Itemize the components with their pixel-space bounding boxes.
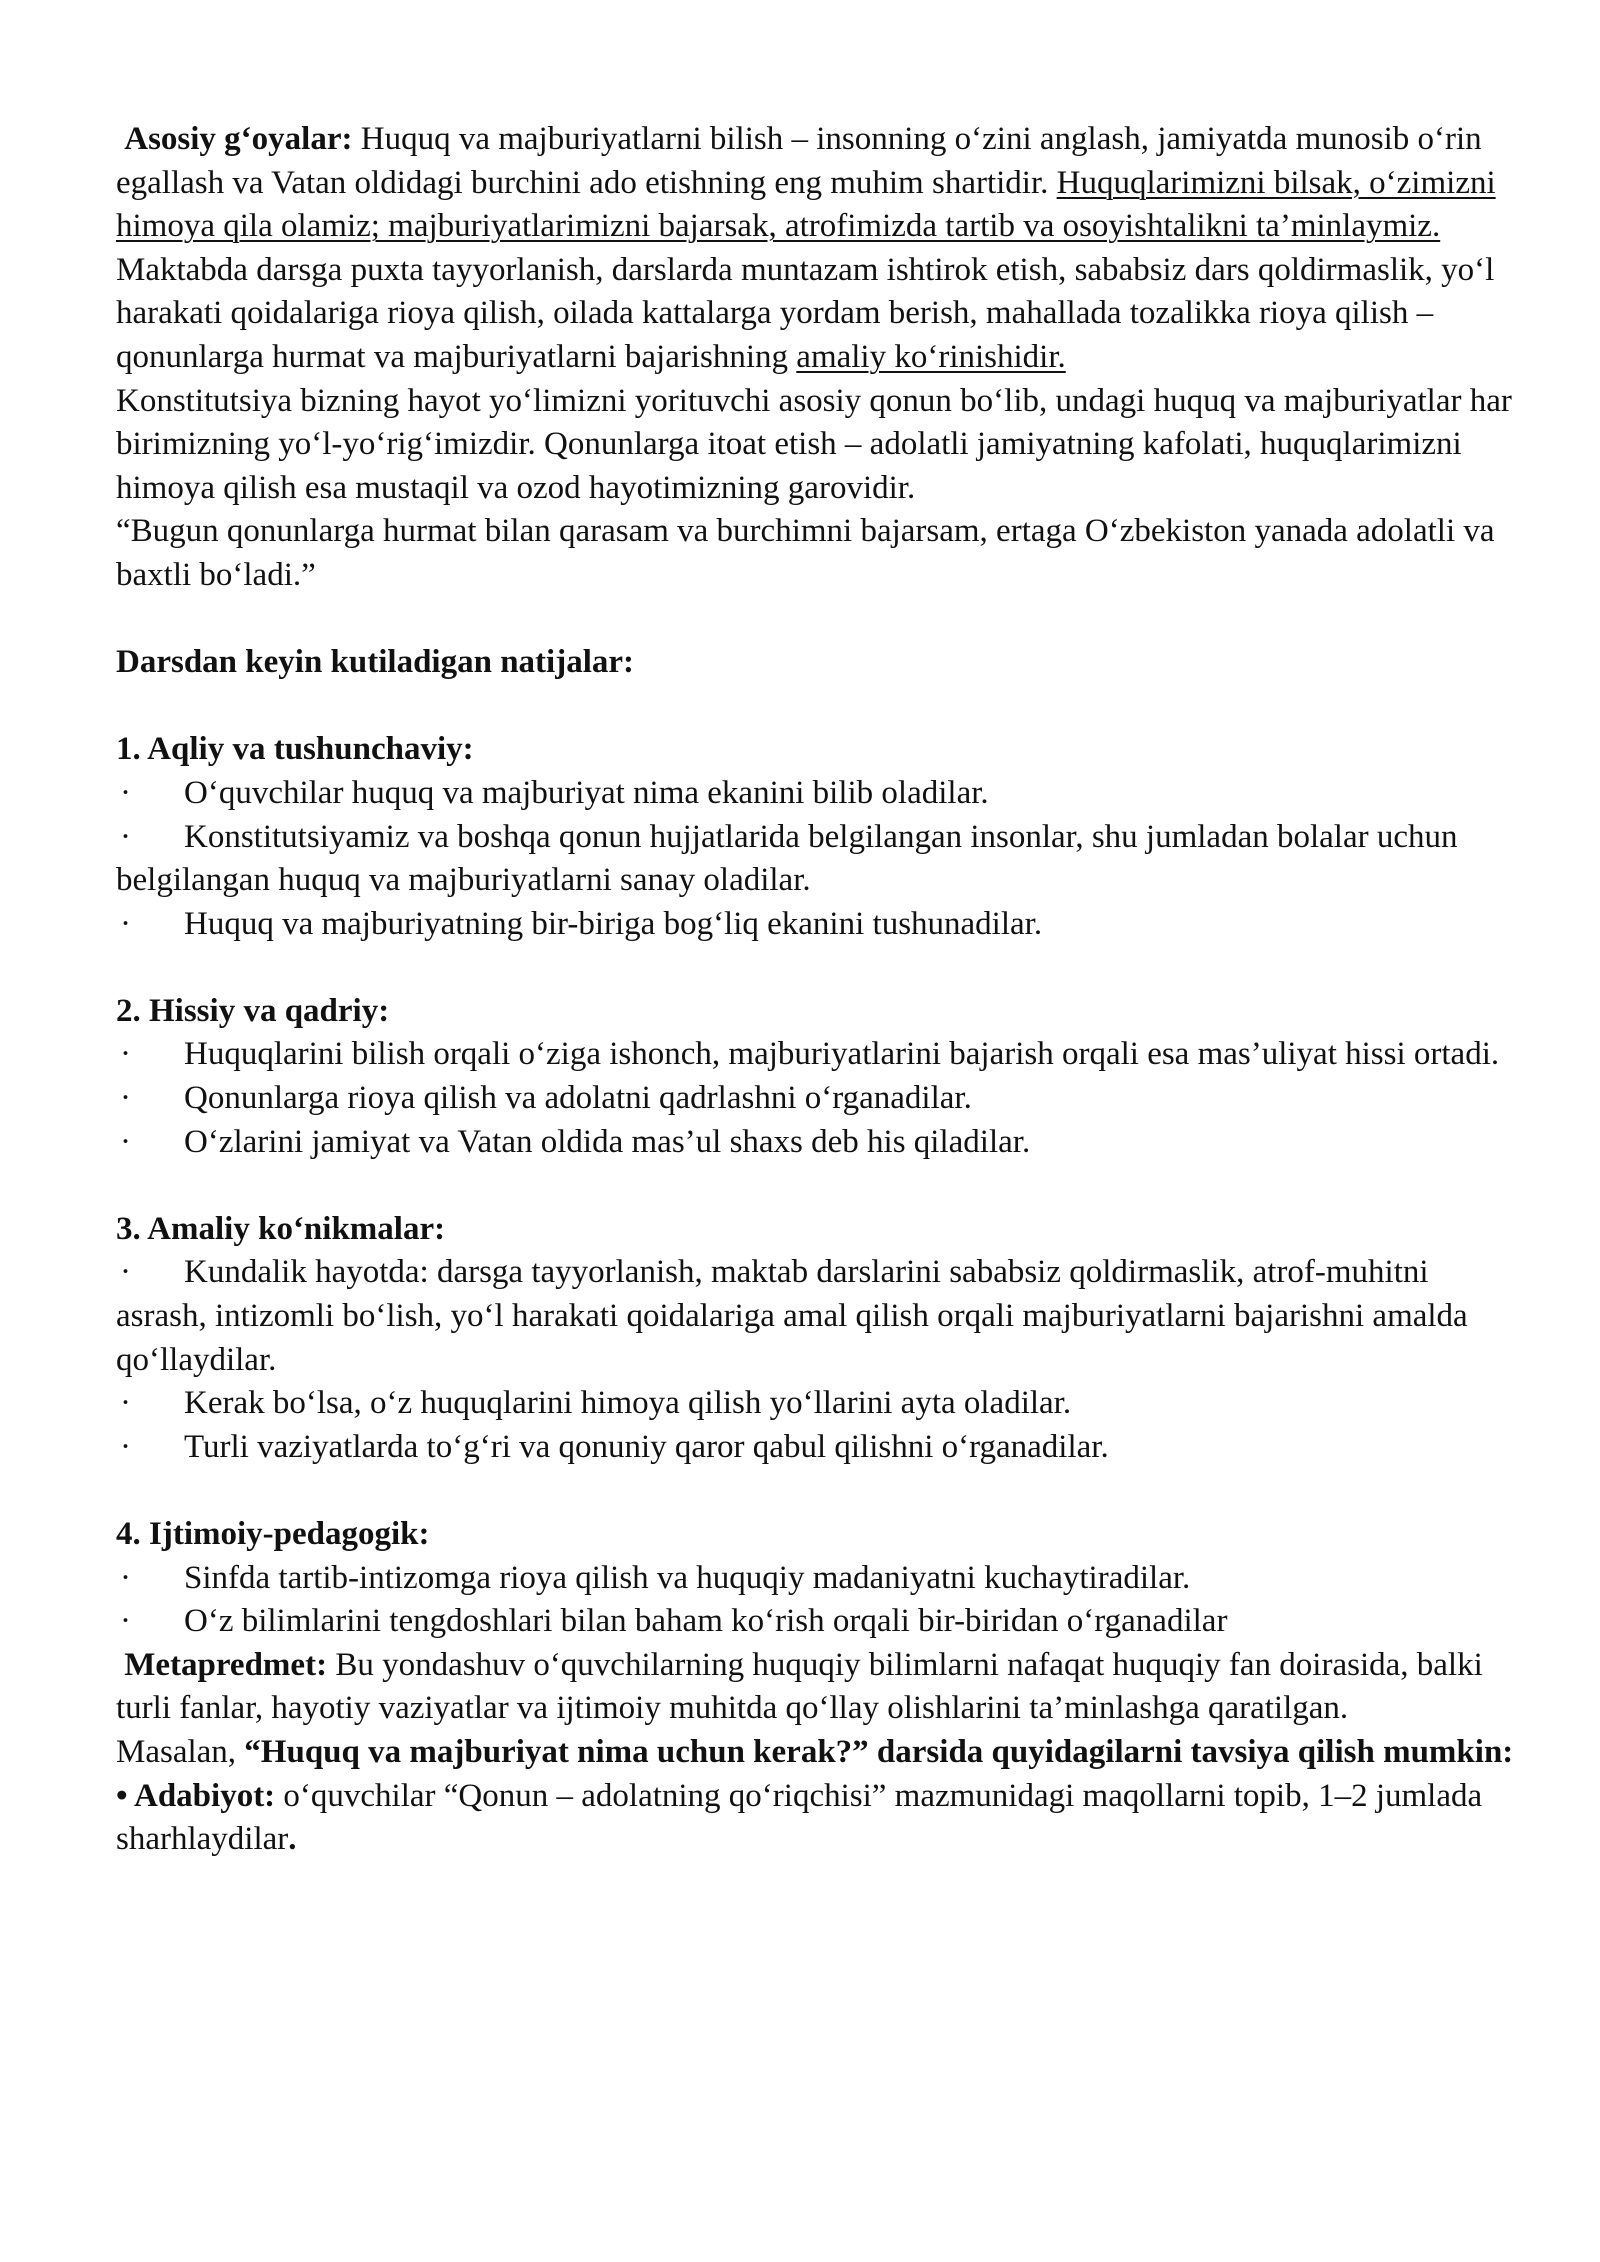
list-item-text: Turli vaziyatlarda to‘g‘ri va qonuniy qaror qabul qilishni o‘rganadilar. <box>184 1428 1109 1465</box>
list-item <box>116 1121 1516 1165</box>
list-item-text: O‘z bilimlarini tengdoshlari bilan baham ko‘rish orqali bir-biridan o‘rganadilar <box>184 1603 1228 1640</box>
example-prefix: Masalan, <box>116 1733 245 1770</box>
list-item-text: Kundalik hayotda: darsga tayyorlanish, maktab darslarini sababsiz qoldirmaslik, atrof-muhitni asrash, intizomli bo‘lish, yo‘l harakati qoidalariga amal qilish orqali majburiyatlarni bajarishni amalda qo‘llaydilar. <box>116 1254 1468 1378</box>
list-item-text: Sinfda tartib-intizomga rioya qilish va huquqiy madaniyatni kuchaytiradilar. <box>184 1559 1191 1596</box>
literature-end: . <box>288 1821 297 1858</box>
list-item <box>116 1557 1516 1601</box>
list-item <box>116 816 1516 903</box>
document-page <box>116 118 1516 1862</box>
intro-underlined-2: amaliy ko‘rinishidir. <box>796 338 1066 375</box>
bullet-marker: · <box>120 1080 131 1117</box>
list-item-text: Huquq va majburiyatning bir-biriga bog‘liq ekanini tushunadilar. <box>184 905 1043 942</box>
section-heading: 1. Aqliy va tushunchaviy: <box>116 731 474 768</box>
literature-label: • Adabiyot: <box>116 1777 276 1814</box>
section-heading: 2. Hissiy va qadriy: <box>116 992 390 1029</box>
list-item-text: O‘zlarini jamiyat va Vatan oldida mas’ul shaxs deb his qiladilar. <box>184 1123 1031 1160</box>
list-item-text: Konstitutsiyamiz va boshqa qonun hujjatlarida belgilangan insonlar, shu jumladan bolalar uchun belgilangan huquq va majburiyatlarni sanay oladilar. <box>116 818 1458 899</box>
bullet-marker: · <box>120 1559 131 1596</box>
list-item <box>116 1600 1516 1644</box>
bullet-marker: · <box>120 1123 131 1160</box>
intro-underlined-1: Huquqlarimizni bilsak, o‘zimizni himoya qila olamiz; majburiyatlarimizni bajarsak, atrofimizda tartib va osoyishtalikni ta’minlaymiz. <box>116 164 1496 245</box>
section-heading: 3. Amaliy ko‘nikmalar: <box>116 1210 446 1247</box>
metapredmet-label: Metapredmet: <box>124 1646 328 1683</box>
list-item-text: Huquqlarini bilish orqali o‘ziga ishonch, majburiyatlarini bajarish orqali esa mas’uliyat hissi ortadi. <box>184 1036 1500 1073</box>
list-item <box>116 1251 1516 1382</box>
intro-label: Asosiy g‘oyalar: <box>124 121 353 157</box>
bullet-marker: · <box>120 1254 131 1291</box>
list-item <box>116 1382 1516 1426</box>
bullet-marker: · <box>120 818 131 855</box>
metapredmet-paragraph <box>116 1644 1516 1731</box>
metapredmet-text: Bu yondashuv o‘quvchilarning huquqiy bilimlarni nafaqat huquqiy fan doirasida, balki turli fanlar, hayotiy vaziyatlar va ijtimoiy muhitda qo‘llay olishlarini ta’minlashga qaratilgan. <box>116 1646 1483 1727</box>
results-sections <box>116 685 1516 1644</box>
bullet-marker: · <box>120 774 131 811</box>
list-item-text: Qonunlarga rioya qilish va adolatni qadrlashni o‘rganadilar. <box>184 1080 972 1117</box>
literature-paragraph <box>116 1775 1516 1862</box>
intro-text-1: Huquq va majburiyatlarni bilish – insonning o‘zini anglash, jamiyatda munosib o‘rin egallash va Vatan oldidagi burchini ado etishning eng muhim shartidir. <box>116 121 1482 201</box>
example-bold-text: “Huquq va majburiyat nima uchun kerak?” darsida quyidagilarni tavsiya qilish mumkin: <box>244 1733 1514 1770</box>
list-item <box>116 903 1516 947</box>
list-item <box>116 1426 1516 1470</box>
bullet-marker: · <box>120 905 131 942</box>
list-item-text: O‘quvchilar huquq va majburiyat nima ekanini bilib oladilar. <box>184 774 989 811</box>
bullet-marker: · <box>120 1385 131 1422</box>
literature-text: o‘quvchilar “Qonun – adolatning qo‘riqchisi” mazmunidagi maqollarni topib, 1–2 jumlada sharhlaydilar <box>116 1777 1483 1858</box>
intro-text-2: Maktabda darsga puxta tayyorlanish, darslarda muntazam ishtirok etish, sababsiz dars qoldirmaslik, yo‘l harakati qoidalariga rioya qilish, oilada kattalarga yordam berish, mahallada tozalikka rioya qilish – qonunlarga hurmat va majburiyatlarni bajarishning <box>116 251 1495 375</box>
intro-paragraph <box>116 118 1516 380</box>
list-item <box>116 1077 1516 1121</box>
bullet-marker: · <box>120 1428 131 1465</box>
example-paragraph <box>116 1731 1516 1775</box>
quote-paragraph: “Bugun qonunlarga hurmat bilan qarasam va burchimni bajarsam, ertaga O‘zbekiston yanada adolatli va baxtli bo‘ladi.” <box>116 513 1495 593</box>
bullet-marker: · <box>120 1036 131 1073</box>
results-heading: Darsdan keyin kutiladigan natijalar: <box>116 644 635 681</box>
constitution-paragraph: Konstitutsiya bizning hayot yo‘limizni yorituvchi asosiy qonun bo‘lib, undagi huquq va majburiyatlar har birimizning yo‘l-yo‘rig‘imizdir. Qonunlarga itoat etish – adolatli jamiyatning kafolati, huquqlarimizni himoya qilish esa mustaqil va ozod hayotimizning garovidir. <box>116 382 1512 506</box>
bullet-marker: · <box>120 1603 131 1640</box>
list-item <box>116 772 1516 816</box>
list-item-text: Kerak bo‘lsa, o‘z huquqlarini himoya qilish yo‘llarini ayta oladilar. <box>184 1385 1072 1422</box>
section-heading: 4. Ijtimoiy-pedagogik: <box>116 1516 430 1552</box>
list-item <box>116 1033 1516 1077</box>
